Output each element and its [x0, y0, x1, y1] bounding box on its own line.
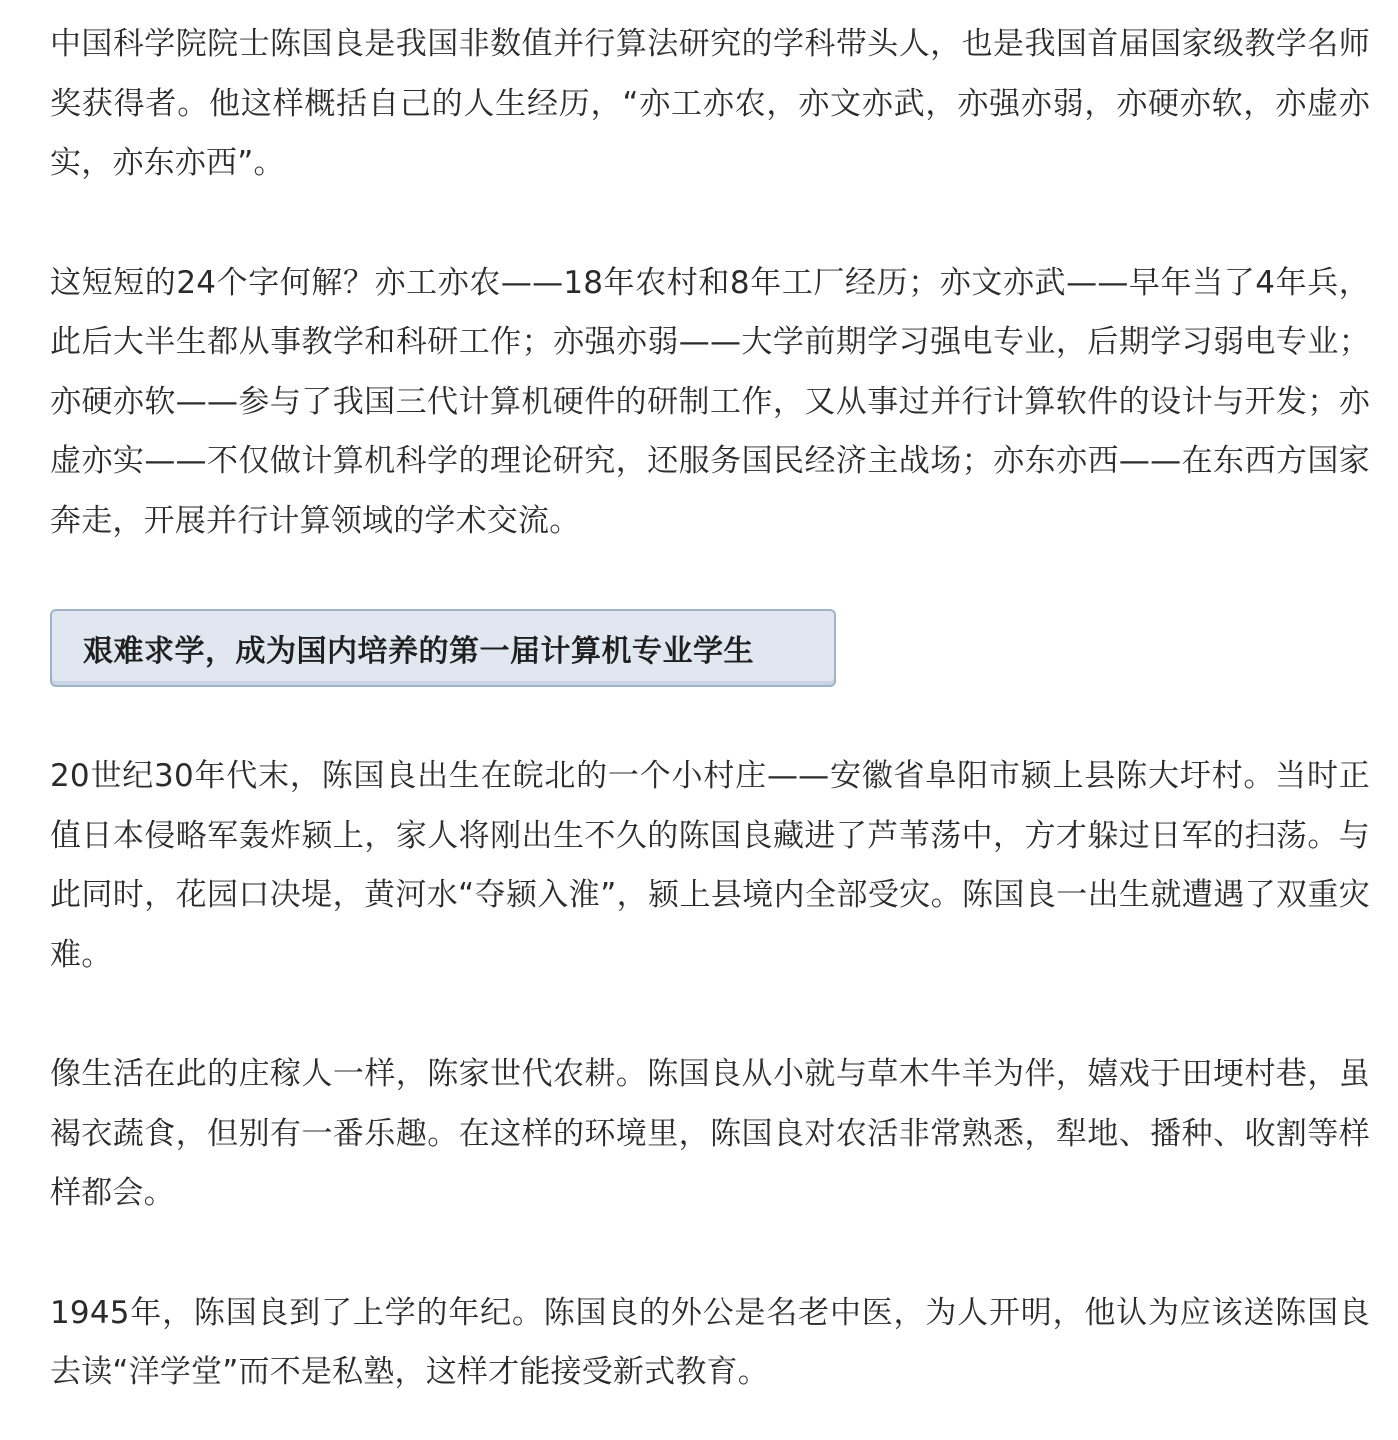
section-heading-box	[50, 609, 836, 687]
article-body	[50, 0, 1370, 1403]
paragraph-birth: 20世纪30年代末，陈国良出生在皖北的一个小村庄——安徽省阜阳市颍上县陈大圩村。当时正值日本侵略军轰炸颍上，家人将刚出生不久的陈国良藏进了芦苇荡中，方才躲过日军的扫荡。与此同时，花园口决堤，黄河水“夺颍入淮”，颍上县境内全部受灾。陈国良一出生就遭遇了双重灾难。	[50, 758, 1370, 973]
paragraph-explanation: 这短短的24个字何解？亦工亦农——18年农村和8年工厂经历；亦文亦武——早年当了4年兵，此后大半生都从事教学和科研工作；亦强亦弱——大学前期学习强电专业，后期学习弱电专业；亦硬亦软——参与了我国三代计算机硬件的研制工作，又从事过并行计算软件的设计与开发；亦虚亦实——不仅做计算机科学的理论研究，还服务国民经济主战场；亦东亦西——在东西方国家奔走，开展并行计算领域的学术交流。	[50, 264, 1370, 539]
section-heading-text: 艰难求学，成为国内培养的第一届计算机专业学生	[83, 634, 754, 669]
paragraph-intro: 中国科学院院士陈国良是我国非数值并行算法研究的学科带头人，也是我国首届国家级教学名师奖获得者。他这样概括自己的人生经历，“亦工亦农，亦文亦武，亦强亦弱，亦硬亦软，亦虚亦实，亦东亦西”。	[50, 26, 1370, 181]
paragraph-schooling: 1945年，陈国良到了上学的年纪。陈国良的外公是名老中医，为人开明，他认为应该送陈国良去读“洋学堂”而不是私塾，这样才能接受新式教育。	[50, 1294, 1370, 1390]
paragraph-childhood: 像生活在此的庄稼人一样，陈家世代农耕。陈国良从小就与草木牛羊为伴，嬉戏于田埂村巷，虽褐衣蔬食，但别有一番乐趣。在这样的环境里，陈国良对农活非常熟悉，犁地、播种、收割等样样都会。	[50, 1056, 1370, 1211]
